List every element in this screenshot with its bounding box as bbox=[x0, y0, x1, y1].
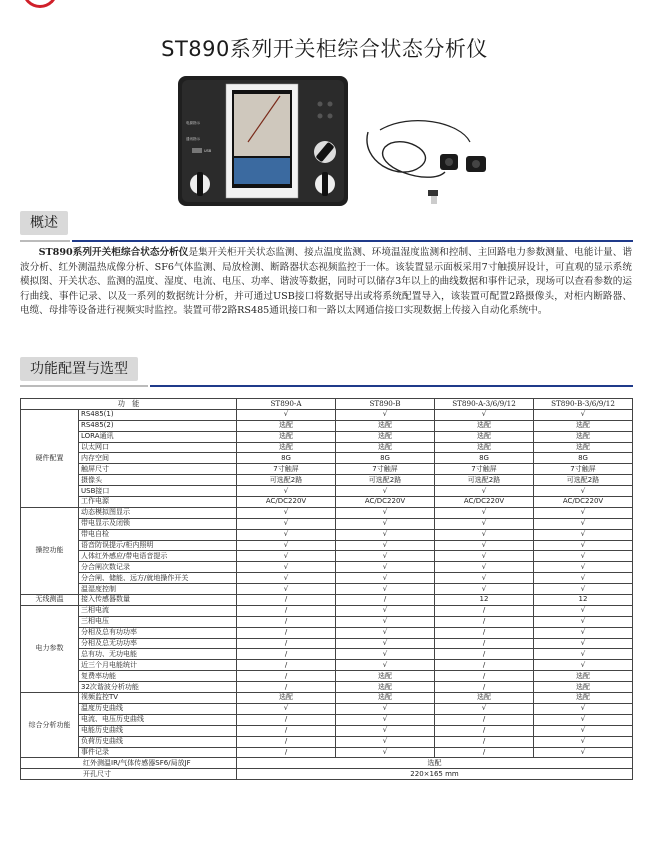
table-row bbox=[21, 420, 633, 431]
table-value-cell: / bbox=[336, 595, 435, 606]
table-row bbox=[21, 627, 633, 638]
table-feature-cell: 近三个月电能统计 bbox=[79, 660, 237, 671]
table-value-cell: √ bbox=[534, 562, 633, 573]
table-value-cell: 可选配2路 bbox=[435, 475, 534, 486]
table-value-cell: √ bbox=[435, 507, 534, 518]
section-rule-config bbox=[150, 385, 633, 387]
table-value-cell: √ bbox=[336, 529, 435, 540]
table-value-cell: √ bbox=[435, 409, 534, 420]
table-value-cell: / bbox=[237, 714, 336, 725]
table-value-cell: √ bbox=[336, 605, 435, 616]
table-value-cell: / bbox=[435, 627, 534, 638]
table-feature-cell: 温度历史曲线 bbox=[79, 703, 237, 714]
table-value-cell: / bbox=[237, 616, 336, 627]
table-value-cell: 7寸触屏 bbox=[336, 464, 435, 475]
table-value-cell: √ bbox=[336, 584, 435, 595]
table-value-cell: / bbox=[435, 736, 534, 747]
table-value-cell: 选配 bbox=[237, 442, 336, 453]
table-feature-cell: 带电显示及闭锁 bbox=[79, 518, 237, 529]
table-feature-cell: 接入传感器数量 bbox=[79, 595, 237, 606]
section-header-config: 功能配置与选型 bbox=[20, 357, 138, 381]
table-feature-cell: 分合闸、储能、远方/就地操作开关 bbox=[79, 573, 237, 584]
table-value-cell: / bbox=[237, 725, 336, 736]
table-value-cell: 选配 bbox=[237, 693, 336, 704]
table-value-cell: 选配 bbox=[534, 442, 633, 453]
device-label-power: 电源指示 bbox=[186, 121, 200, 125]
table-value-cell: √ bbox=[534, 518, 633, 529]
table-value-cell: AC/DC220V bbox=[237, 497, 336, 508]
table-value-cell: √ bbox=[336, 540, 435, 551]
table-value-cell: √ bbox=[336, 725, 435, 736]
table-value-cell: √ bbox=[534, 747, 633, 758]
table-value-cell: √ bbox=[534, 529, 633, 540]
table-value-cell: 选配 bbox=[534, 431, 633, 442]
table-value-cell: / bbox=[435, 682, 534, 693]
table-feature-cell: LORA通讯 bbox=[79, 431, 237, 442]
table-value-cell: 可选配2路 bbox=[534, 475, 633, 486]
table-feature-cell: 电流、电压历史曲线 bbox=[79, 714, 237, 725]
table-value-cell: √ bbox=[237, 409, 336, 420]
table-value-cell: 选配 bbox=[336, 431, 435, 442]
table-value-cell: / bbox=[237, 605, 336, 616]
table-row bbox=[21, 714, 633, 725]
table-row bbox=[21, 475, 633, 486]
table-row bbox=[21, 703, 633, 714]
table-value-cell: √ bbox=[534, 507, 633, 518]
table-value-cell: / bbox=[435, 616, 534, 627]
section-rule-overview bbox=[72, 240, 633, 242]
table-value-cell: √ bbox=[336, 507, 435, 518]
table-value-cell: 选配 bbox=[435, 693, 534, 704]
table-value-cell: / bbox=[237, 638, 336, 649]
table-value-cell: √ bbox=[237, 518, 336, 529]
table-value-cell: √ bbox=[336, 649, 435, 660]
table-value-cell: / bbox=[435, 660, 534, 671]
table-value-cell: √ bbox=[534, 660, 633, 671]
table-value-cell: √ bbox=[534, 616, 633, 627]
brand-logo-arc bbox=[22, 0, 58, 8]
table-footer-row bbox=[21, 758, 633, 769]
table-value-cell: √ bbox=[534, 486, 633, 497]
table-feature-cell: 32次谐波分析功能 bbox=[79, 682, 237, 693]
table-feature-cell: 电能历史曲线 bbox=[79, 725, 237, 736]
table-feature-cell: USB接口 bbox=[79, 486, 237, 497]
table-feature-cell: 总有功、无功电能 bbox=[79, 649, 237, 660]
table-value-cell: √ bbox=[237, 540, 336, 551]
table-value-cell: √ bbox=[534, 584, 633, 595]
table-row bbox=[21, 551, 633, 562]
table-row bbox=[21, 584, 633, 595]
table-feature-cell: 动态模拟图显示 bbox=[79, 507, 237, 518]
table-value-cell: AC/DC220V bbox=[435, 497, 534, 508]
table-row bbox=[21, 573, 633, 584]
table-value-cell: 7寸触屏 bbox=[435, 464, 534, 475]
table-value-cell: / bbox=[435, 725, 534, 736]
table-row bbox=[21, 616, 633, 627]
table-header-row bbox=[21, 399, 633, 410]
table-value-cell: √ bbox=[534, 573, 633, 584]
table-row bbox=[21, 736, 633, 747]
table-value-cell: √ bbox=[534, 649, 633, 660]
table-value-cell: 选配 bbox=[336, 420, 435, 431]
table-value-cell: √ bbox=[336, 660, 435, 671]
table-value-cell: √ bbox=[336, 703, 435, 714]
table-value-cell: / bbox=[237, 660, 336, 671]
table-row bbox=[21, 660, 633, 671]
table-feature-cell: 内存空间 bbox=[79, 453, 237, 464]
table-feature-cell: 摄像头 bbox=[79, 475, 237, 486]
table-value-cell: √ bbox=[534, 627, 633, 638]
table-value-cell: √ bbox=[435, 486, 534, 497]
table-feature-cell: 带电自检 bbox=[79, 529, 237, 540]
table-row bbox=[21, 409, 633, 420]
table-value-cell: 选配 bbox=[336, 671, 435, 682]
table-value-cell: √ bbox=[237, 529, 336, 540]
table-value-cell: √ bbox=[534, 714, 633, 725]
table-group-label: 无线测温 bbox=[21, 595, 79, 606]
product-image bbox=[170, 72, 490, 212]
table-value-cell: 选配 bbox=[435, 420, 534, 431]
table-value-cell: √ bbox=[534, 409, 633, 420]
table-feature-cell: 事件记录 bbox=[79, 747, 237, 758]
table-feature-cell: 分合闸次数记录 bbox=[79, 562, 237, 573]
table-value-cell: √ bbox=[534, 540, 633, 551]
table-value-cell: √ bbox=[237, 573, 336, 584]
table-value-cell: 选配 bbox=[336, 682, 435, 693]
table-row bbox=[21, 595, 633, 606]
table-feature-cell: 三相电流 bbox=[79, 605, 237, 616]
table-value-cell: √ bbox=[336, 486, 435, 497]
table-value-cell: 8G bbox=[534, 453, 633, 464]
table-value-cell: √ bbox=[336, 562, 435, 573]
table-value-cell: √ bbox=[435, 573, 534, 584]
table-value-cell: √ bbox=[237, 584, 336, 595]
table-value-cell: / bbox=[435, 638, 534, 649]
table-value-cell: 选配 bbox=[534, 682, 633, 693]
table-header-cell: ST890-A-3/6/9/12 bbox=[435, 399, 534, 410]
table-value-cell: √ bbox=[435, 518, 534, 529]
table-value-cell: / bbox=[237, 649, 336, 660]
table-footer-row bbox=[21, 769, 633, 780]
table-value-cell: √ bbox=[534, 736, 633, 747]
table-value-cell: / bbox=[435, 714, 534, 725]
table-value-cell: √ bbox=[336, 551, 435, 562]
table-value-cell: √ bbox=[336, 747, 435, 758]
table-header-cell: ST890-B-3/6/9/12 bbox=[534, 399, 633, 410]
table-value-cell: √ bbox=[336, 518, 435, 529]
table-row bbox=[21, 507, 633, 518]
table-feature-cell: 温湿度控制 bbox=[79, 584, 237, 595]
table-value-cell: 选配 bbox=[237, 431, 336, 442]
table-header-cell: 功 能 bbox=[21, 399, 237, 410]
table-value-cell: √ bbox=[534, 703, 633, 714]
table-value-cell: 选配 bbox=[435, 431, 534, 442]
table-value-cell: 12 bbox=[534, 595, 633, 606]
table-value-cell: 选配 bbox=[435, 442, 534, 453]
table-value-cell: / bbox=[237, 627, 336, 638]
table-row bbox=[21, 638, 633, 649]
table-feature-cell: 复费率功能 bbox=[79, 671, 237, 682]
device-label-comm: 通讯指示 bbox=[186, 137, 200, 141]
table-feature-cell: 视频监控TV bbox=[79, 693, 237, 704]
table-row bbox=[21, 649, 633, 660]
table-row bbox=[21, 529, 633, 540]
section-rule-overview-left bbox=[20, 240, 70, 242]
table-row bbox=[21, 540, 633, 551]
table-value-cell: / bbox=[237, 682, 336, 693]
table-group-label: 操控功能 bbox=[21, 507, 79, 594]
spec-table bbox=[20, 398, 633, 780]
section-header-overview: 概述 bbox=[20, 211, 68, 235]
table-value-cell: 8G bbox=[435, 453, 534, 464]
table-row bbox=[21, 453, 633, 464]
table-value-cell: 7寸触屏 bbox=[534, 464, 633, 475]
table-value-cell: √ bbox=[237, 703, 336, 714]
table-row bbox=[21, 442, 633, 453]
table-row bbox=[21, 497, 633, 508]
table-value-cell: 可选配2路 bbox=[237, 475, 336, 486]
table-row bbox=[21, 671, 633, 682]
table-feature-cell: RS485(1) bbox=[79, 409, 237, 420]
table-value-cell: 可选配2路 bbox=[336, 475, 435, 486]
table-value-cell: 7寸触屏 bbox=[237, 464, 336, 475]
table-row bbox=[21, 562, 633, 573]
table-footer-label: 开孔尺寸 bbox=[21, 769, 237, 780]
table-value-cell: AC/DC220V bbox=[336, 497, 435, 508]
table-value-cell: 选配 bbox=[336, 693, 435, 704]
table-value-cell: 选配 bbox=[336, 442, 435, 453]
table-value-cell: √ bbox=[237, 551, 336, 562]
table-value-cell: 选配 bbox=[534, 671, 633, 682]
table-value-cell: √ bbox=[237, 507, 336, 518]
table-footer-value: 选配 bbox=[237, 758, 633, 769]
table-group-label: 电力参数 bbox=[21, 605, 79, 692]
table-value-cell: 8G bbox=[336, 453, 435, 464]
table-value-cell: √ bbox=[336, 573, 435, 584]
table-value-cell: 选配 bbox=[237, 420, 336, 431]
table-value-cell: √ bbox=[534, 551, 633, 562]
table-value-cell: √ bbox=[534, 725, 633, 736]
table-value-cell: √ bbox=[237, 486, 336, 497]
table-value-cell: √ bbox=[237, 562, 336, 573]
table-value-cell: / bbox=[435, 747, 534, 758]
table-feature-cell: 负荷历史曲线 bbox=[79, 736, 237, 747]
table-value-cell: √ bbox=[534, 638, 633, 649]
table-row bbox=[21, 518, 633, 529]
table-feature-cell: 分相及总无功功率 bbox=[79, 638, 237, 649]
table-row bbox=[21, 605, 633, 616]
section-rule-config-left bbox=[20, 385, 148, 387]
table-value-cell: √ bbox=[534, 605, 633, 616]
table-feature-cell: 语音防误提示/柜内照明 bbox=[79, 540, 237, 551]
table-row bbox=[21, 486, 633, 497]
table-row bbox=[21, 464, 633, 475]
table-feature-cell: 以太网口 bbox=[79, 442, 237, 453]
overview-lead: ST890系列开关柜综合状态分析仪 bbox=[38, 247, 189, 258]
table-feature-cell: RS485(2) bbox=[79, 420, 237, 431]
table-value-cell: / bbox=[435, 649, 534, 660]
table-value-cell: / bbox=[435, 605, 534, 616]
table-value-cell: √ bbox=[336, 638, 435, 649]
table-value-cell: / bbox=[435, 671, 534, 682]
overview-text bbox=[20, 246, 632, 319]
table-row bbox=[21, 431, 633, 442]
table-value-cell: / bbox=[237, 671, 336, 682]
table-value-cell: √ bbox=[435, 540, 534, 551]
table-value-cell: √ bbox=[435, 551, 534, 562]
table-row bbox=[21, 693, 633, 704]
table-value-cell: 8G bbox=[237, 453, 336, 464]
table-value-cell: √ bbox=[336, 736, 435, 747]
table-footer-value: 220×165 mm bbox=[237, 769, 633, 780]
table-value-cell: √ bbox=[435, 562, 534, 573]
table-value-cell: √ bbox=[435, 584, 534, 595]
table-feature-cell: 三相电压 bbox=[79, 616, 237, 627]
page-title: ST890系列开关柜综合状态分析仪 bbox=[161, 37, 488, 61]
table-value-cell: √ bbox=[435, 529, 534, 540]
table-feature-cell: 分相及总有功功率 bbox=[79, 627, 237, 638]
table-value-cell: / bbox=[237, 736, 336, 747]
overview-body: 是集开关柜开关状态监测、接点温度监测、环境温湿度监测和控制、主回路电力参数测量、电能计量、谐波分析、红外测温热成像分析、SF6气体监测、局放检测、断路器状态视频监控于一体。该装置显示面板采用7寸触摸屏设计，可直观的显示系统模拟图、开关状态、监测的温度、湿度、电流、电压、功率、谐波等数据，同时可以储存3年以上的曲线数据和事件记录，现场可以查看参数的运行曲线、事件记录、以及一系列的数据统计分析，并可通过USB接口将数据导出或将系统配置导入，该装置可配置2路摄像头，对柜内断路器、电缆、母排等设备进行视频实时监控。装置可带2路RS485通讯接口和一路以太网通信接口实现数据上传接入自动化系统中。 bbox=[20, 247, 632, 317]
table-value-cell: √ bbox=[336, 714, 435, 725]
table-footer-label: 红外测温IR/气体传感器SF6/局放JF bbox=[21, 758, 237, 769]
table-header-cell: ST890-B bbox=[336, 399, 435, 410]
table-value-cell: √ bbox=[336, 627, 435, 638]
table-group-label: 综合分析功能 bbox=[21, 693, 79, 758]
table-value-cell: 选配 bbox=[534, 693, 633, 704]
table-value-cell: √ bbox=[336, 616, 435, 627]
table-header-cell: ST890-A bbox=[237, 399, 336, 410]
table-group-label: 硬件配置 bbox=[21, 409, 79, 507]
table-value-cell: √ bbox=[336, 409, 435, 420]
table-feature-cell: 工作电源 bbox=[79, 497, 237, 508]
table-value-cell: 选配 bbox=[534, 420, 633, 431]
table-value-cell: AC/DC220V bbox=[534, 497, 633, 508]
table-value-cell: / bbox=[237, 595, 336, 606]
table-value-cell: 12 bbox=[435, 595, 534, 606]
table-row bbox=[21, 725, 633, 736]
table-value-cell: / bbox=[237, 747, 336, 758]
top-bar bbox=[0, 0, 649, 8]
table-row bbox=[21, 682, 633, 693]
table-row bbox=[21, 747, 633, 758]
device-label-usb: USB bbox=[204, 149, 212, 153]
table-value-cell: √ bbox=[435, 703, 534, 714]
table-feature-cell: 人体红外感应/带电语音提示 bbox=[79, 551, 237, 562]
table-feature-cell: 触屏尺寸 bbox=[79, 464, 237, 475]
